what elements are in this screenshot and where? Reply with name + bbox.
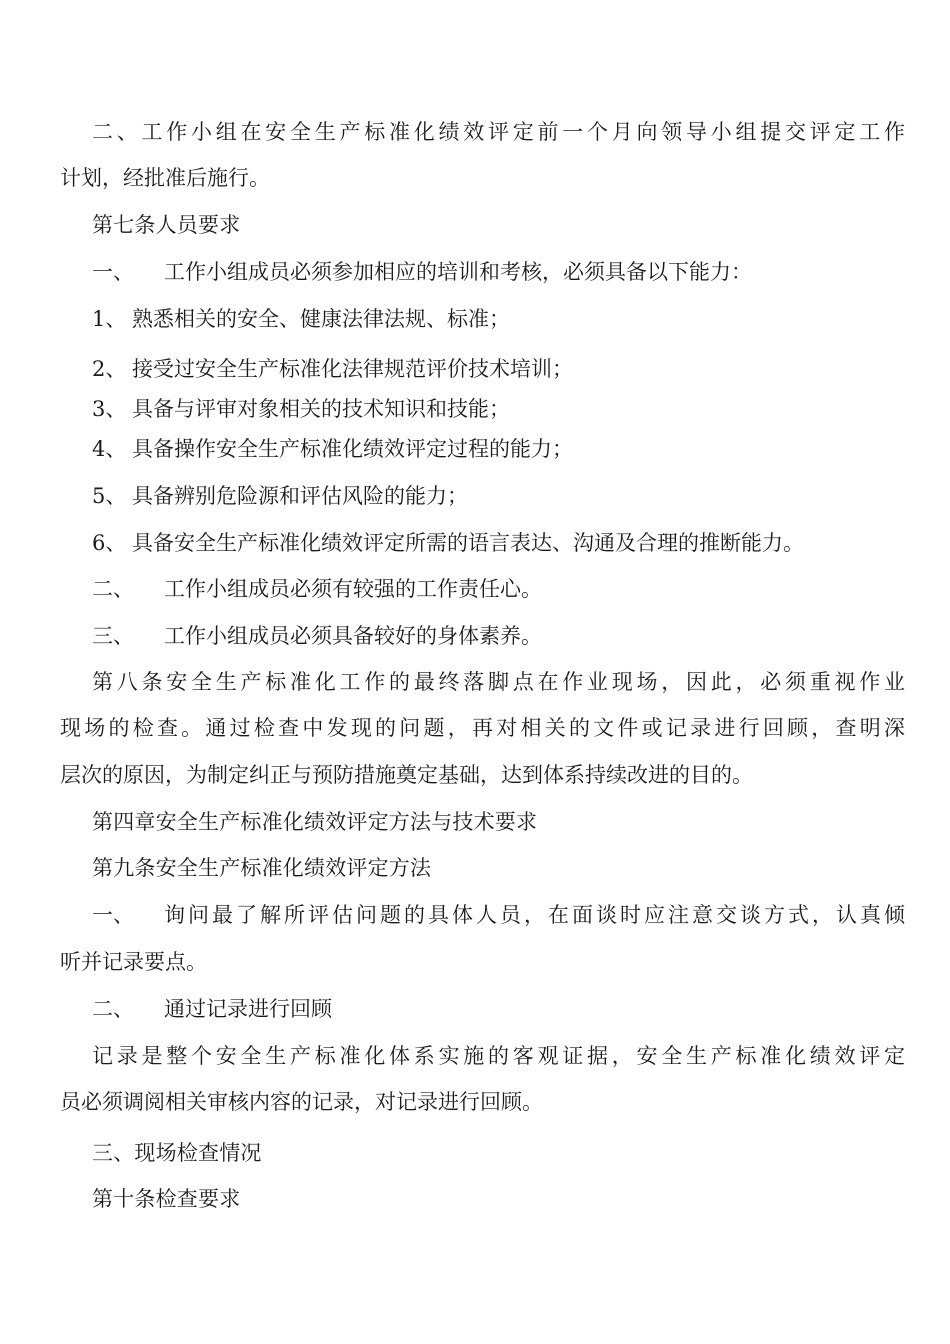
article-heading: 第九条安全生产标准化绩效评定方法 — [92, 856, 432, 880]
list-text: 工作小组成员必须参加相应的培训和考核，必须具备以下能力： — [164, 260, 752, 284]
list-item — [92, 355, 573, 383]
paragraph-line: 记录是整个安全生产标准化体系实施的客观证据，安全生产标准化绩效评定 — [92, 1044, 905, 1068]
paragraph-line: 层次的原因，为制定纠正与预防措施奠定基础，达到体系持续改进的目的。 — [60, 763, 753, 787]
article-heading: 第七条人员要求 — [92, 213, 241, 237]
list-number: 5、 — [92, 484, 127, 508]
list-number: 二、 — [92, 997, 134, 1021]
list-text: 熟悉相关的安全、健康法律法规、标准； — [132, 307, 510, 331]
list-item — [92, 575, 542, 603]
list-text: 通过记录进行回顾 — [164, 997, 332, 1021]
list-item — [92, 395, 510, 423]
list-number: 一、 — [92, 260, 134, 284]
list-text: 具备辨别危险源和评估风险的能力； — [132, 484, 468, 508]
list-item — [92, 995, 332, 1023]
list-text: 具备操作安全生产标准化绩效评定过程的能力； — [132, 437, 573, 461]
list-item — [92, 435, 573, 463]
section-heading: 三、现场检查情况 — [92, 1141, 262, 1165]
list-item — [92, 529, 804, 557]
list-number: 一、 — [92, 903, 134, 927]
chapter-heading: 第四章安全生产标准化绩效评定方法与技术要求 — [92, 810, 538, 834]
list-number: 1、 — [92, 307, 127, 331]
paragraph-line: 员必须调阅相关审核内容的记录，对记录进行回顾。 — [60, 1090, 543, 1114]
list-text: 具备安全生产标准化绩效评定所需的语言表达、沟通及合理的推断能力。 — [132, 531, 804, 555]
paragraph-line: 现场的检查。通过检查中发现的问题，再对相关的文件或记录进行回顾，查明深 — [60, 716, 905, 740]
list-number: 6、 — [92, 531, 127, 555]
list-item — [92, 622, 542, 650]
paragraph-line: 第八条安全生产标准化工作的最终落脚点在作业现场，因此，必须重视作业 — [92, 670, 905, 694]
list-number: 三、 — [92, 624, 134, 648]
list-number: 4、 — [92, 437, 127, 461]
list-text: 具备与评审对象相关的技术知识和技能； — [132, 397, 510, 421]
paragraph-line: 二、工作小组在安全生产标准化绩效评定前一个月向领导小组提交评定工作 — [92, 120, 905, 144]
article-heading: 第十条检查要求 — [92, 1187, 241, 1211]
list-item — [92, 258, 752, 286]
list-text: 工作小组成员必须具备较好的身体素养。 — [164, 624, 542, 648]
paragraph-line: 计划，经批准后施行。 — [60, 166, 270, 190]
list-text: 工作小组成员必须有较强的工作责任心。 — [164, 577, 542, 601]
list-item — [92, 305, 510, 333]
list-text: 询问最了解所评估问题的具体人员，在面谈时应注意交谈方式，认真倾 — [164, 903, 905, 927]
list-number: 2、 — [92, 357, 127, 381]
list-number: 3、 — [92, 397, 127, 421]
list-text: 接受过安全生产标准化法律规范评价技术培训； — [132, 357, 573, 381]
paragraph-line: 听并记录要点。 — [60, 950, 207, 974]
list-item — [92, 901, 905, 929]
list-number: 二、 — [92, 577, 134, 601]
list-item — [92, 482, 468, 510]
